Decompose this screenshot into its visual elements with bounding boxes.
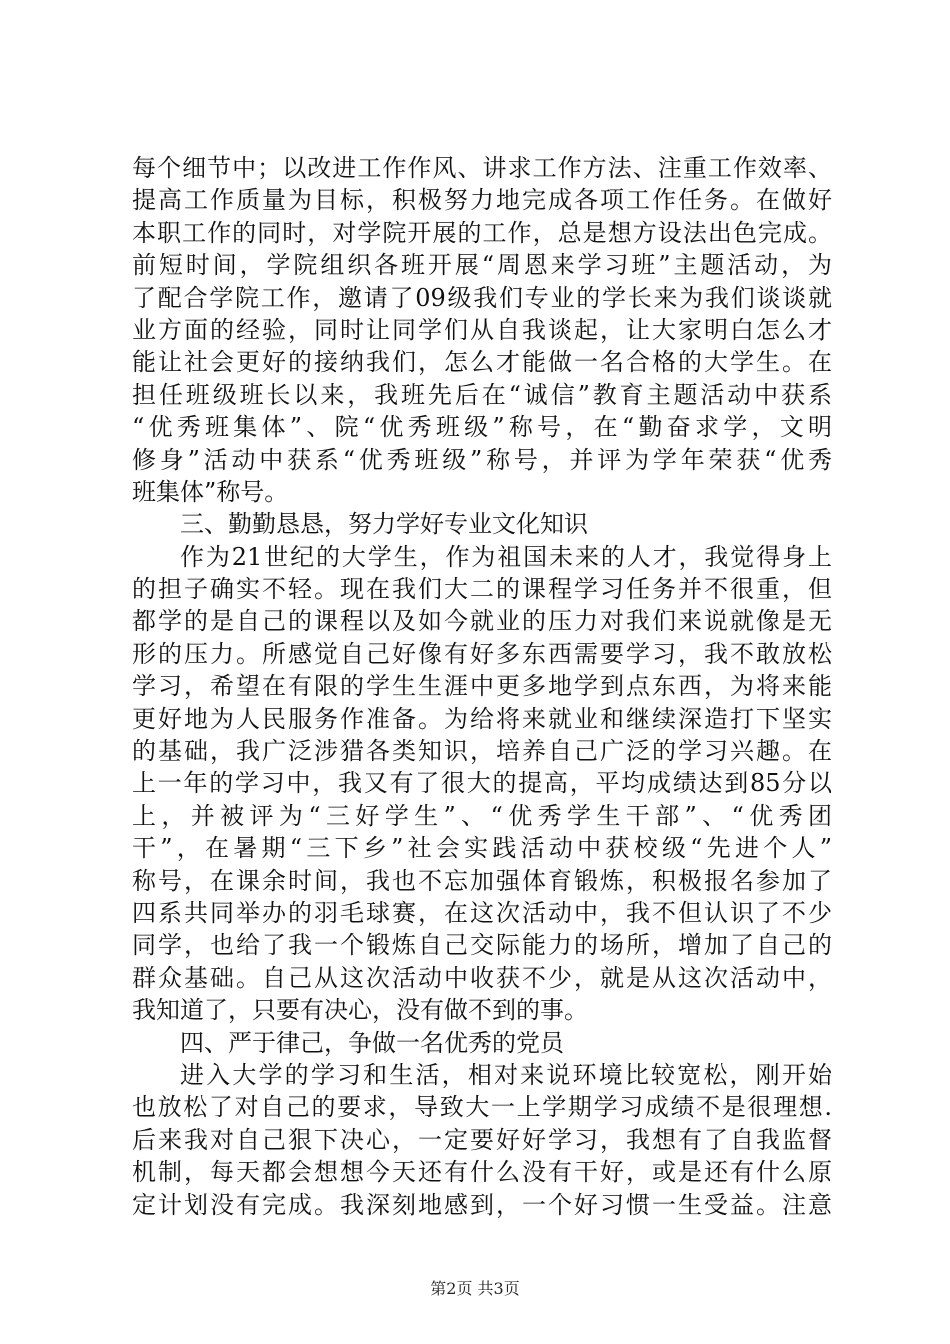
text-line: 形的压力。所感觉自己好像有好多东西需要学习，我不敢放松 [132,639,832,668]
text-line: 后来我对自己狠下决心，一定要好好学习，我想有了自我监督 [132,1125,832,1154]
text-line: 前短时间，学院组织各班开展“周恩来学习班”主题活动，为 [132,251,832,280]
text-line: 担任班级班长以来，我班先后在“诚信”教育主题活动中获系 [132,380,832,409]
text-line: 更好地为人民服务作准备。为给将来就业和继续深造打下坚实 [132,704,832,733]
page-footer: 第2页 共3页 [430,1279,520,1298]
text-line: 每个细节中；以改进工作作风、讲求工作方法、注重工作效率、 [132,154,832,182]
text-line: 作为21世纪的大学生，作为祖国未来的人才，我觉得身上 [180,542,832,571]
text-line: 称号，在课余时间，我也不忘加强体育锻炼，积极报名参加了 [132,866,832,895]
text-line: 四系共同举办的羽毛球赛，在这次活动中，我不但认识了不少 [132,898,832,927]
text-line: 学习，希望在有限的学生生涯中更多地学到点东西，为将来能 [132,672,832,701]
body-text [132,152,832,1221]
text-line: 群众基础。自己从这次活动中收获不少，就是从这次活动中， [132,963,832,992]
section-heading: 三、勤勤恳恳，努力学好专业文化知识 [180,510,588,539]
text-line: 定计划没有完成。我深刻地感到，一个好习惯一生受益。注意 [132,1190,832,1219]
text-line: 的担子确实不轻。现在我们大二的课程学习任务并不很重，但 [132,575,832,604]
text-line: 干”，在暑期“三下乡”社会实践活动中获校级“先进个人” [132,834,832,863]
text-line: 上，并被评为“三好学生”、“优秀学生干部”、“优秀团 [132,801,832,830]
section-heading: 四、严于律己，争做一名优秀的党员 [180,1028,564,1057]
text-line: 也放松了对自己的要求，导致大一上学期学习成绩不是很理想. [132,1093,832,1122]
text-line: 能让社会更好的接纳我们，怎么才能做一名合格的大学生。在 [132,348,832,377]
text-line: 进入大学的学习和生活，相对来说环境比较宽松，刚开始 [180,1060,832,1089]
text-line: 同学，也给了我一个锻炼自己交际能力的场所，增加了自己的 [132,931,832,960]
text-line: 本职工作的同时，对学院开展的工作，总是想方设法出色完成。 [132,218,832,247]
text-line: 了配合学院工作，邀请了09级我们专业的学长来为我们谈谈就 [132,283,832,312]
text-line: 提高工作质量为目标，积极努力地完成各项工作任务。在做好 [132,186,832,215]
text-line: 的基础，我广泛涉猎各类知识，培养自己广泛的学习兴趣。在 [132,737,832,766]
text-line: 我知道了，只要有决心，没有做不到的事。 [132,996,588,1025]
text-line: 都学的是自己的课程以及如今就业的压力对我们来说就像是无 [132,607,832,636]
text-line: “优秀班集体”、院“优秀班级”称号，在“勤奋求学，文明 [132,413,832,442]
text-line: 业方面的经验，同时让同学们从自我谈起，让大家明白怎么才 [132,315,832,344]
text-line: 机制，每天都会想想今天还有什么没有干好，或是还有什么原 [132,1158,832,1187]
text-line: 班集体”称号。 [132,477,289,506]
text-line: 上一年的学习中，我又有了很大的提高，平均成绩达到85分以 [132,769,832,798]
text-line: 修身”活动中获系“优秀班级”称号，并评为学年荣获“优秀 [132,445,832,474]
